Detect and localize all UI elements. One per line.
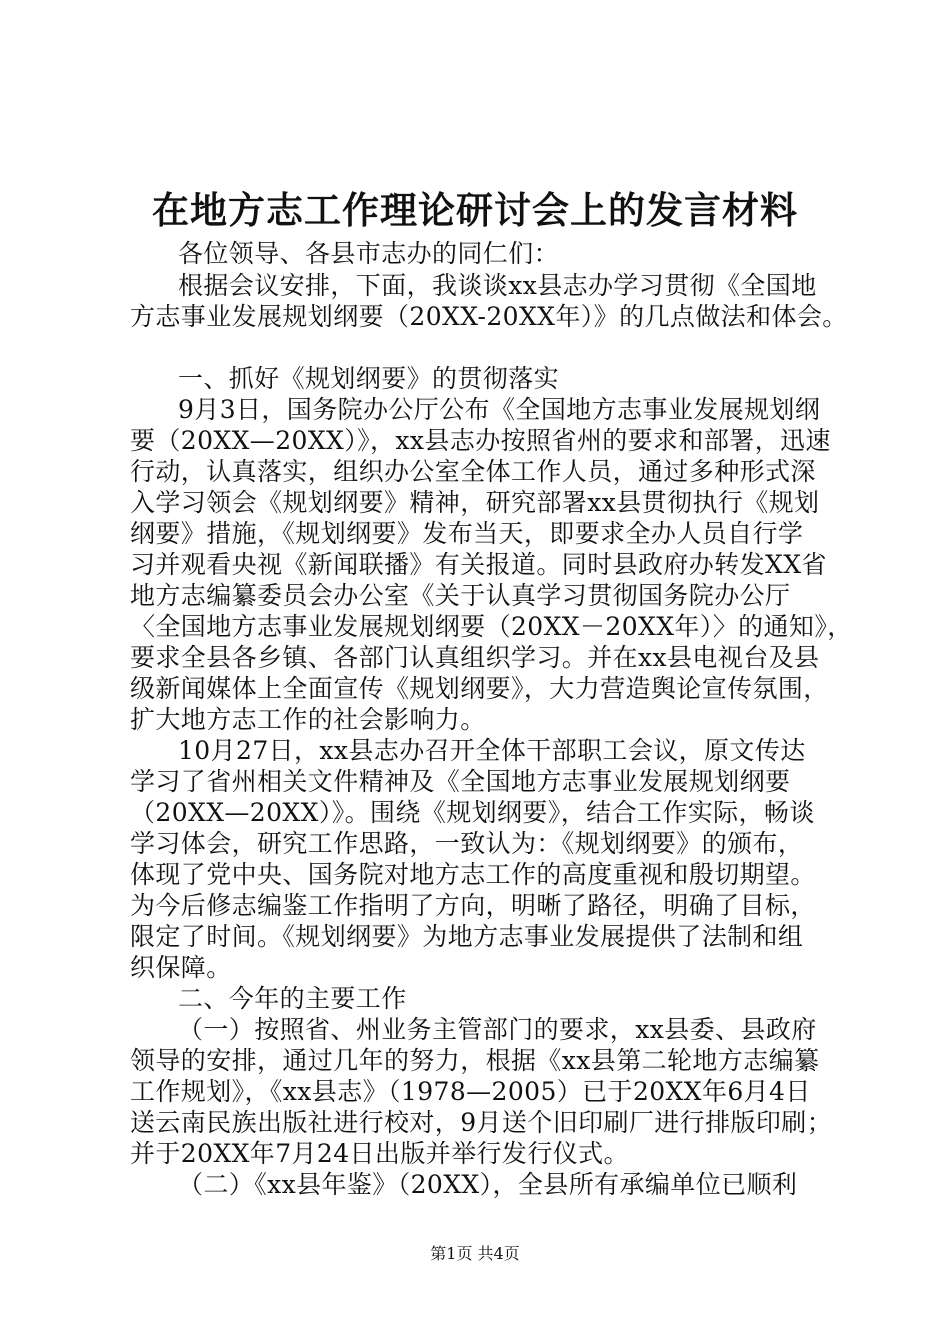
body-line: 入学习领会《规划纲要》精神，研究部署xx县贯彻执行《规划 bbox=[130, 488, 820, 517]
body-line: 要求全县各乡镇、各部门认真组织学习。并在xx县电视台及县 bbox=[130, 643, 820, 672]
body-line: 习并观看央视《新闻联播》有关报道。同时县政府办转发XX省 bbox=[130, 550, 827, 579]
body-line: 10月27日，xx县志办召开全体干部职工会议，原文传达 bbox=[178, 736, 806, 765]
body-line: 地方志编纂委员会办公室《关于认真学习贯彻国务院办公厅 bbox=[130, 581, 791, 610]
body-line: 根据会议安排，下面，我谈谈xx县志办学习贯彻《全国地 bbox=[178, 271, 817, 300]
body-line: 方志事业发展规划纲要（20XX-20XX年）》的几点做法和体会。 bbox=[130, 302, 848, 331]
body-line: 纲要》措施，《规划纲要》发布当天，即要求全办人员自行学 bbox=[130, 519, 804, 548]
body-line: 各位领导、各县市志办的同仁们： bbox=[178, 239, 560, 268]
body-line: 领导的安排，通过几年的努力，根据《xx县第二轮地方志编纂 bbox=[130, 1046, 820, 1075]
body-line: 限定了时间。《规划纲要》为地方志事业发展提供了法制和组 bbox=[130, 922, 804, 951]
body-line: 为今后修志编鉴工作指明了方向，明晰了路径，明确了目标， bbox=[130, 891, 816, 920]
body-line: 学习体会，研究工作思路，一致认为：《规划纲要》的颁布， bbox=[130, 829, 804, 858]
body-line: 体现了党中央、国务院对地方志工作的高度重视和殷切期望。 bbox=[130, 860, 816, 889]
body-line: （20XX—20XX）》。围绕《规划纲要》，结合工作实际，畅谈 bbox=[130, 798, 815, 827]
body-line: 学习了省州相关文件精神及《全国地方志事业发展规划纲要 bbox=[130, 767, 791, 796]
body-line: （二）《xx县年鉴》（20XX），全县所有承编单位已顺利 bbox=[178, 1170, 798, 1199]
section-heading: 一、抓好《规划纲要》的贯彻落实 bbox=[178, 364, 560, 393]
body-line: 工作规划》，《xx县志》（1978—2005）已于20XX年6月4日 bbox=[130, 1077, 811, 1106]
body-line: 要（20XX—20XX）》，xx县志办按照省州的要求和部署，迅速 bbox=[130, 426, 831, 455]
body-line: （一）按照省、州业务主管部门的要求，xx县委、县政府 bbox=[178, 1015, 817, 1044]
page-footer: 第1页 共4页 bbox=[430, 1244, 520, 1263]
document-title: 在地方志工作理论研讨会上的发言材料 bbox=[152, 188, 798, 232]
section-heading: 二、今年的主要工作 bbox=[178, 984, 407, 1013]
body-line: 〈全国地方志事业发展规划纲要（20XX－20XX年）〉的通知》， bbox=[130, 612, 853, 641]
body-line: 9月3日，国务院办公厅公布《全国地方志事业发展规划纲 bbox=[178, 395, 821, 424]
body-line: 行动，认真落实，组织办公室全体工作人员，通过多种形式深 bbox=[130, 457, 816, 486]
body-line: 送云南民族出版社进行校对，9月送个旧印刷厂进行排版印刷； bbox=[130, 1108, 833, 1137]
body-line: 扩大地方志工作的社会影响力。 bbox=[130, 705, 486, 734]
body-line: 织保障。 bbox=[130, 953, 232, 982]
body-line: 并于20XX年7月24日出版并举行发行仪式。 bbox=[130, 1139, 629, 1168]
body-line: 级新闻媒体上全面宣传《规划纲要》，大力营造舆论宣传氛围， bbox=[130, 674, 829, 703]
